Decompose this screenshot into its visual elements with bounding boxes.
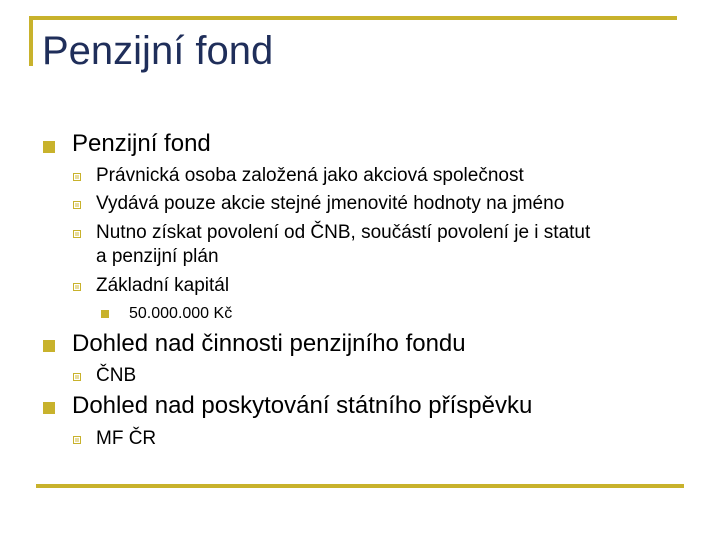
frame-bottom-line	[36, 484, 684, 488]
frame-left-line	[29, 16, 33, 66]
bullet-item-1: Penzijní fond	[72, 130, 211, 157]
square-bullet-icon	[43, 402, 55, 414]
subitem-1-4: Základní kapitál	[96, 275, 230, 296]
hollow-square-bullet-icon	[73, 173, 81, 181]
hollow-square-bullet-icon	[73, 373, 81, 381]
hollow-square-bullet-icon	[73, 283, 81, 291]
subitem-1-3-continued: a penzijní plán	[96, 246, 219, 267]
subitem-3-1: MF ČR	[96, 428, 157, 449]
slide-title: Penzijní fond	[42, 29, 274, 73]
frame-top-line	[29, 16, 677, 20]
subitem-1-1: Právnická osoba založená jako akciová společnost	[96, 165, 524, 186]
subsubitem-1-4-1: 50.000.000 Kč	[129, 305, 233, 322]
small-square-bullet-icon	[101, 310, 109, 318]
subitem-1-3: Nutno získat povolení od ČNB, součástí povolení je i statut	[96, 222, 591, 243]
hollow-square-bullet-icon	[73, 436, 81, 444]
subitem-2-1: ČNB	[96, 365, 137, 386]
bullet-item-2: Dohled nad činnosti penzijního fondu	[72, 330, 466, 357]
bullet-item-3: Dohled nad poskytování státního příspěvku	[72, 392, 533, 419]
square-bullet-icon	[43, 340, 55, 352]
hollow-square-bullet-icon	[73, 230, 81, 238]
subitem-1-2: Vydává pouze akcie stejné jmenovité hodnoty na jméno	[96, 193, 565, 214]
square-bullet-icon	[43, 141, 55, 153]
hollow-square-bullet-icon	[73, 201, 81, 209]
